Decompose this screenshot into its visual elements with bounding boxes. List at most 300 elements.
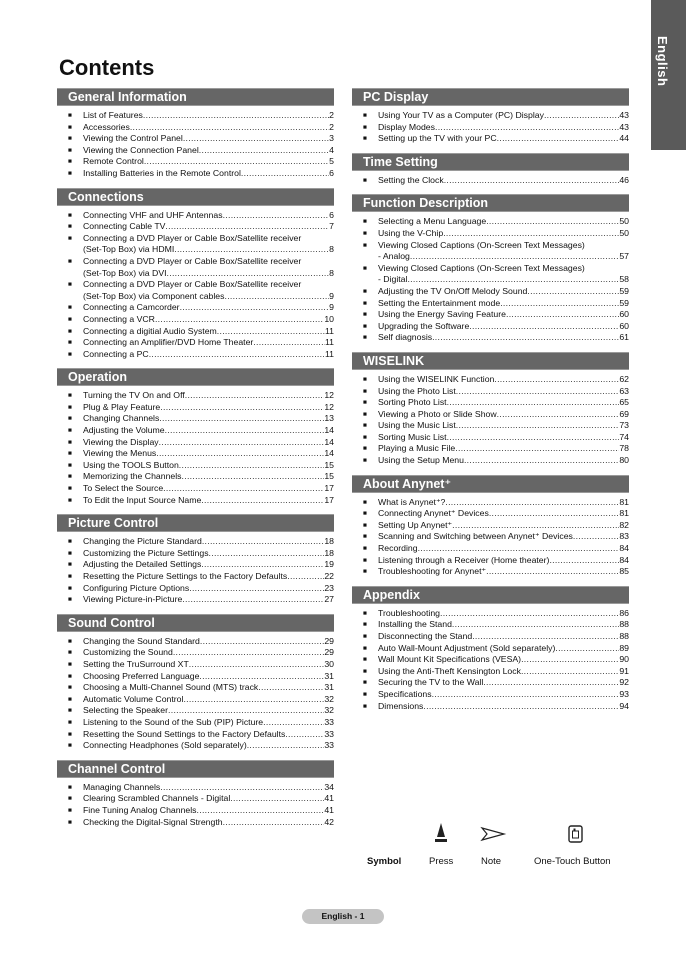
- toc-entry[interactable]: [352, 228, 629, 240]
- entry-page-number: 27: [324, 594, 334, 605]
- entry-page-number: 18: [324, 547, 334, 558]
- dot-leader: [165, 221, 329, 233]
- dot-leader: [445, 497, 619, 509]
- toc-entry[interactable]: [57, 647, 334, 659]
- entry-title-continued: (Set-Top Box) via DVI: [83, 267, 167, 278]
- toc-entry[interactable]: [352, 608, 629, 620]
- toc-entry[interactable]: [57, 337, 334, 349]
- toc-entry[interactable]: [352, 386, 629, 398]
- entry-page-number: 14: [324, 425, 334, 436]
- entry-list: [57, 532, 334, 606]
- toc-entry[interactable]: [57, 302, 334, 314]
- entry-page-number: 82: [619, 519, 629, 530]
- entry-title: ■ Using the Energy Saving Feature: [378, 309, 506, 320]
- entry-title: ■ To Select the Source: [83, 483, 164, 494]
- dot-leader: [185, 390, 325, 402]
- toc-entry[interactable]: [57, 279, 334, 302]
- entry-page-number: 69: [619, 408, 629, 419]
- toc-entry[interactable]: [57, 817, 334, 829]
- toc-entry[interactable]: [352, 332, 629, 344]
- entry-list: [57, 206, 334, 361]
- entry-title: ■ Managing Channels: [83, 781, 161, 792]
- entry-page-number: 42: [324, 816, 334, 827]
- toc-entry[interactable]: [57, 110, 334, 122]
- toc-entry[interactable]: [352, 689, 629, 701]
- dot-leader: [527, 286, 619, 298]
- dot-leader: [407, 274, 619, 286]
- entry-title: ■ Self diagnosis: [378, 332, 433, 343]
- toc-entry[interactable]: [352, 374, 629, 386]
- entry-title: ■ Connecting a digitial Audio System: [83, 325, 217, 336]
- dot-leader: [443, 228, 619, 240]
- toc-entry[interactable]: [352, 443, 629, 455]
- entry-page-number: 9: [329, 302, 334, 313]
- entry-page-number: 11: [324, 337, 334, 348]
- toc-entry[interactable]: [352, 631, 629, 643]
- entry-page-number: 50: [619, 216, 629, 227]
- language-side-tab: [651, 0, 686, 150]
- dot-leader: [183, 694, 324, 706]
- dot-leader: [159, 413, 324, 425]
- toc-entry[interactable]: [352, 677, 629, 689]
- entry-title: ■ Automatic Volume Control: [83, 693, 184, 704]
- toc-entry[interactable]: [57, 133, 334, 145]
- dot-leader: [160, 402, 324, 414]
- entry-title: ■ Using the Music List: [378, 420, 456, 431]
- dot-leader: [130, 122, 329, 134]
- one-touch-button-icon: [560, 820, 590, 848]
- page-number-footer: English - 1: [302, 909, 384, 924]
- dot-leader: [497, 409, 620, 421]
- entry-page-number: 61: [619, 332, 629, 343]
- entry-title: ■ Selecting the Speaker: [83, 705, 169, 716]
- entry-title: ■ Troubleshooting for Anynet⁺: [378, 566, 487, 577]
- dot-leader: [452, 619, 619, 631]
- dot-leader: [573, 531, 619, 543]
- toc-entry[interactable]: [57, 168, 334, 180]
- toc-right-column: [352, 88, 629, 720]
- toc-entry[interactable]: [352, 409, 629, 421]
- entry-title: ■ Connecting VHF and UHF Antennas: [83, 209, 223, 220]
- toc-entry[interactable]: [57, 314, 334, 326]
- toc-entry[interactable]: [352, 520, 629, 532]
- entry-page-number: 13: [324, 413, 334, 424]
- toc-entry[interactable]: [352, 654, 629, 666]
- entry-title-continued: (Set-Top Box) via Component cables: [83, 290, 225, 301]
- entry-page-number: 41: [324, 804, 334, 815]
- entry-title: ■ Installing the Stand: [378, 619, 452, 630]
- section-heading: PC Display: [352, 88, 629, 106]
- entry-page-number: 84: [619, 554, 629, 565]
- legend-note-label: Note: [481, 856, 502, 867]
- toc-entry[interactable]: [352, 122, 629, 134]
- toc-entry[interactable]: [352, 619, 629, 631]
- toc-entry[interactable]: [352, 175, 629, 187]
- entry-title: ■ Viewing a Photo or Slide Show: [378, 408, 497, 419]
- toc-entry[interactable]: [352, 566, 629, 578]
- entry-title: ■ Adjusting the Detailed Settings: [83, 559, 202, 570]
- entry-title: ■ Connecting a DVD Player or Cable Box/Satellite receiver: [83, 279, 302, 290]
- dot-leader: [155, 314, 324, 326]
- entry-title: ■ Setting up the TV with your PC: [378, 133, 497, 144]
- dot-leader: [144, 156, 329, 168]
- dot-leader: [440, 608, 619, 620]
- entry-page-number: 12: [324, 390, 334, 401]
- dot-leader: [199, 671, 324, 683]
- dot-leader: [183, 133, 329, 145]
- entry-title: ■ Connecting a DVD Player or Cable Box/Satellite receiver: [83, 255, 302, 266]
- toc-entry[interactable]: [352, 643, 629, 655]
- entry-page-number: 88: [619, 619, 629, 630]
- entry-page-number: 14: [324, 436, 334, 447]
- entry-title: ■ Adjusting the Volume: [83, 425, 165, 436]
- entry-page-number: 74: [619, 431, 629, 442]
- entry-page-number: 10: [324, 313, 334, 324]
- entry-title: ■ To Edit the Input Source Name: [83, 494, 202, 505]
- entry-page-number: 92: [619, 677, 629, 688]
- toc-entry[interactable]: [57, 402, 334, 414]
- dot-leader: [435, 122, 619, 134]
- dot-leader: [258, 682, 324, 694]
- toc-entry[interactable]: [57, 548, 334, 560]
- entry-title: ■ Disconnecting the Stand: [378, 631, 473, 641]
- toc-entry[interactable]: [57, 571, 334, 583]
- entry-page-number: 29: [324, 635, 334, 646]
- toc-entry[interactable]: [57, 413, 334, 425]
- dot-leader: [202, 536, 325, 548]
- toc-entry[interactable]: [352, 701, 629, 713]
- entry-list: [352, 106, 629, 145]
- toc-entry[interactable]: [57, 390, 334, 402]
- toc-entry[interactable]: [352, 543, 629, 555]
- entry-title: ■ Viewing Closed Captions (On-Screen Text Messages): [378, 262, 585, 273]
- toc-entry[interactable]: [57, 122, 334, 134]
- toc-entry[interactable]: [352, 666, 629, 678]
- entry-page-number: 88: [619, 631, 629, 641]
- toc-left-column: [57, 88, 334, 836]
- entry-list: [57, 386, 334, 506]
- dot-leader: [489, 508, 619, 520]
- entry-title: ■ Changing Channels: [83, 413, 160, 424]
- entry-title: ■ Resetting the Sound Settings to the Factory Defaults: [83, 728, 286, 739]
- entry-title: ■ Configuring Picture Options: [83, 582, 190, 593]
- entry-title: ■ Using the V-Chip: [378, 227, 444, 238]
- entry-title-continued: (Set-Top Box) via HDMI: [83, 244, 175, 255]
- dot-leader: [160, 782, 324, 794]
- dot-leader: [201, 559, 324, 571]
- toc-entry[interactable]: [57, 805, 334, 817]
- dot-leader: [263, 717, 324, 729]
- toc-entry[interactable]: [352, 298, 629, 310]
- entry-page-number: 2: [329, 110, 334, 120]
- toc-section: [352, 352, 629, 467]
- entry-page-number: 43: [619, 110, 629, 120]
- toc-entry[interactable]: [352, 432, 629, 444]
- toc-entry[interactable]: [57, 471, 334, 483]
- dot-leader: [165, 425, 325, 437]
- section-heading: General Information: [57, 88, 334, 106]
- toc-entry[interactable]: [57, 682, 334, 694]
- dot-leader: [247, 740, 325, 752]
- toc-section: [57, 188, 334, 361]
- toc-entry[interactable]: [57, 483, 334, 495]
- dot-leader: [497, 133, 620, 145]
- toc-section: [57, 614, 334, 752]
- dot-leader: [159, 437, 325, 449]
- dot-leader: [253, 337, 325, 349]
- toc-entry[interactable]: [57, 740, 334, 752]
- entry-title: ■ Changing the Picture Standard: [83, 536, 202, 547]
- entry-title-continued: - Digital: [378, 274, 408, 285]
- dot-leader: [455, 443, 619, 455]
- toc-entry[interactable]: [57, 729, 334, 741]
- toc-entry[interactable]: [57, 793, 334, 805]
- entry-title: ■ Connecting Cable TV: [83, 221, 166, 232]
- entry-title: ■ Checking the Digital-Signal Strength: [83, 816, 223, 827]
- entry-page-number: 9: [329, 290, 334, 301]
- entry-title: ■ Setting the TruSurround XT: [83, 658, 189, 669]
- dot-leader: [285, 729, 324, 741]
- entry-page-number: 80: [619, 455, 629, 466]
- entry-page-number: 31: [324, 670, 334, 681]
- entry-title: ■ Memorizing the Channels: [83, 471, 182, 482]
- entry-page-number: 31: [324, 682, 334, 693]
- entry-title: ■ Viewing the Display: [83, 436, 159, 447]
- toc-section: [57, 88, 334, 180]
- entry-page-number: 50: [619, 227, 629, 238]
- entry-page-number: 15: [324, 459, 334, 470]
- entry-page-number: 86: [619, 607, 629, 618]
- entry-title: ■ Troubleshooting: [378, 607, 440, 618]
- entry-title: ■ Wall Mount Kit Specifications (VESA): [378, 654, 522, 665]
- toc-entry[interactable]: [352, 508, 629, 520]
- toc-entry[interactable]: [57, 156, 334, 168]
- dot-leader: [189, 583, 324, 595]
- section-heading: WISELINK: [352, 352, 629, 370]
- toc-entry[interactable]: [57, 221, 334, 233]
- toc-entry[interactable]: [57, 495, 334, 507]
- toc-entry[interactable]: [57, 326, 334, 338]
- legend-one-touch-label: One-Touch Button: [534, 856, 611, 867]
- entry-title: ■ Accessories: [83, 121, 130, 132]
- entry-page-number: 6: [329, 167, 334, 178]
- dot-leader: [197, 805, 325, 817]
- toc-entry[interactable]: [57, 717, 334, 729]
- toc-entry[interactable]: [57, 694, 334, 706]
- section-heading: Connections: [57, 188, 334, 206]
- entry-page-number: 6: [329, 209, 334, 220]
- dot-leader: [180, 302, 330, 314]
- entry-page-number: 32: [324, 705, 334, 716]
- dot-leader: [555, 643, 619, 655]
- entry-title: ■ Connecting a PC: [83, 348, 149, 359]
- section-heading: Picture Control: [57, 514, 334, 532]
- dot-leader: [469, 321, 619, 333]
- toc-entry[interactable]: [57, 460, 334, 472]
- note-icon: [478, 820, 508, 848]
- entry-page-number: 5: [329, 156, 334, 167]
- toc-entry[interactable]: [57, 437, 334, 449]
- entry-page-number: 18: [324, 536, 334, 547]
- dot-leader: [521, 654, 619, 666]
- toc-entry[interactable]: [57, 705, 334, 717]
- toc-section: [352, 475, 629, 578]
- entry-title: ■ Dimensions: [378, 700, 424, 711]
- dot-leader: [173, 647, 325, 659]
- entry-title: ■ Scanning and Switching between Anynet⁺ Devices: [378, 531, 573, 542]
- entry-title: ■ Changing the Sound Standard: [83, 635, 200, 646]
- toc-entry[interactable]: [352, 286, 629, 298]
- entry-title: ■ Choosing Preferred Language: [83, 670, 200, 681]
- entry-page-number: 84: [619, 543, 629, 554]
- entry-title: ■ Auto Wall-Mount Adjustment (Sold separately): [378, 642, 556, 653]
- dot-leader: [486, 566, 619, 578]
- entry-title: ■ Using the TOOLS Button: [83, 459, 179, 470]
- dot-leader: [452, 520, 619, 532]
- entry-page-number: 73: [619, 420, 629, 431]
- dot-leader: [179, 460, 325, 472]
- toc-entry[interactable]: [352, 309, 629, 321]
- entry-page-number: 81: [619, 508, 629, 519]
- entry-page-number: 22: [324, 571, 334, 581]
- entry-list: [352, 493, 629, 578]
- toc-entry[interactable]: [57, 583, 334, 595]
- dot-leader: [472, 631, 619, 643]
- toc-entry[interactable]: [352, 455, 629, 467]
- entry-title: ■ Using Your TV as a Computer (PC) Display: [378, 110, 544, 120]
- dot-leader: [174, 244, 329, 256]
- toc-entry[interactable]: [57, 636, 334, 648]
- entry-page-number: 33: [324, 728, 334, 739]
- section-heading: Time Setting: [352, 153, 629, 171]
- toc-entry[interactable]: [57, 349, 334, 361]
- dot-leader: [189, 659, 325, 671]
- entry-title: ■ Sorting Photo List: [378, 397, 447, 408]
- toc-entry[interactable]: [57, 536, 334, 548]
- toc-entry[interactable]: [57, 671, 334, 683]
- entry-page-number: 33: [324, 716, 334, 727]
- dot-leader: [182, 471, 325, 483]
- legend-press-label: Press: [429, 856, 454, 867]
- dot-leader: [199, 145, 329, 157]
- dot-leader: [456, 420, 620, 432]
- entry-title-continued: - Analog: [378, 251, 410, 262]
- toc-entry[interactable]: [57, 256, 334, 279]
- entry-title: ■ Setting the Clock: [378, 174, 444, 185]
- section-heading: Function Description: [352, 194, 629, 212]
- dot-leader: [167, 268, 330, 280]
- dot-leader: [201, 495, 324, 507]
- toc-section: [352, 153, 629, 187]
- toc-entry[interactable]: [57, 210, 334, 222]
- toc-entry[interactable]: [352, 133, 629, 145]
- dot-leader: [500, 298, 619, 310]
- entry-title: ■ Using the WISELINK Function: [378, 373, 495, 384]
- entry-title: ■ Viewing the Menus: [83, 448, 157, 459]
- entry-list: [352, 171, 629, 187]
- dot-leader: [149, 349, 325, 361]
- entry-title: ■ Connecting an Amplifier/DVD Home Theater: [83, 337, 254, 348]
- entry-list: [352, 370, 629, 467]
- entry-title: ■ Using the Anti-Theft Kensington Lock: [378, 665, 521, 676]
- entry-page-number: 19: [324, 559, 334, 570]
- toc-entry[interactable]: [352, 216, 629, 228]
- entry-page-number: 8: [329, 267, 334, 278]
- entry-page-number: 33: [324, 740, 334, 751]
- toc-entry[interactable]: [57, 559, 334, 571]
- toc-entry[interactable]: [57, 594, 334, 606]
- entry-title: ■ Turning the TV On and Off: [83, 390, 185, 401]
- entry-page-number: 44: [619, 133, 629, 144]
- entry-page-number: 17: [324, 494, 334, 505]
- legend-symbol-label: Symbol: [367, 856, 402, 867]
- toc-entry[interactable]: [352, 240, 629, 263]
- entry-title: ■ Connecting Anynet⁺ Devices: [378, 508, 489, 519]
- toc-entry[interactable]: [57, 425, 334, 437]
- toc-entry[interactable]: [57, 145, 334, 157]
- dot-leader: [464, 455, 619, 467]
- dot-leader: [506, 309, 619, 321]
- toc-entry[interactable]: [352, 497, 629, 509]
- entry-title: ■ Using the Photo List: [378, 385, 456, 396]
- press-icon: [426, 820, 456, 848]
- entry-page-number: 89: [619, 642, 629, 653]
- entry-page-number: 41: [324, 793, 334, 804]
- dot-leader: [200, 636, 324, 648]
- toc-entry[interactable]: [57, 659, 334, 671]
- toc-section: [57, 368, 334, 506]
- entry-page-number: 3: [329, 133, 334, 144]
- entry-title: ■ Display Modes: [378, 121, 435, 132]
- dot-leader: [287, 571, 324, 583]
- dot-leader: [223, 817, 325, 829]
- toc-entry[interactable]: [352, 531, 629, 543]
- entry-title: ■ Setting the Entertainment mode: [378, 297, 501, 308]
- entry-title: ■ Resetting the Picture Settings to the Factory Defaults: [83, 571, 288, 581]
- toc-entry[interactable]: [57, 233, 334, 256]
- entry-title: ■ Recording: [378, 543, 418, 554]
- toc-entry[interactable]: [352, 397, 629, 409]
- entry-title: ■ Listening to the Sound of the Sub (PIP) Picture: [83, 716, 264, 727]
- entry-page-number: 62: [619, 373, 629, 384]
- entry-page-number: 43: [619, 121, 629, 132]
- entry-list: [352, 212, 629, 344]
- entry-page-number: 85: [619, 566, 629, 577]
- entry-title: ■ Clearing Scrambled Channels - Digital: [83, 793, 231, 804]
- dot-leader: [423, 701, 619, 713]
- entry-title: ■ Connecting a VCR: [83, 313, 155, 324]
- entry-page-number: 60: [619, 320, 629, 331]
- dot-leader: [447, 432, 620, 444]
- toc-section: [57, 514, 334, 606]
- toc-entry[interactable]: [352, 555, 629, 567]
- toc-entry[interactable]: [352, 420, 629, 432]
- language-tab-label: English: [655, 36, 670, 87]
- toc-entry[interactable]: [352, 110, 629, 122]
- toc-entry[interactable]: [57, 448, 334, 460]
- toc-entry[interactable]: [352, 263, 629, 286]
- entry-page-number: 78: [619, 443, 629, 454]
- entry-title: ■ Viewing the Control Panel: [83, 133, 183, 144]
- entry-title: ■ List of Features: [83, 110, 143, 120]
- toc-entry[interactable]: [57, 782, 334, 794]
- entry-page-number: 94: [619, 700, 629, 711]
- entry-page-number: 23: [324, 582, 334, 593]
- toc-entry[interactable]: [352, 321, 629, 333]
- entry-page-number: 7: [329, 221, 334, 232]
- dot-leader: [432, 332, 619, 344]
- entry-page-number: 29: [324, 647, 334, 658]
